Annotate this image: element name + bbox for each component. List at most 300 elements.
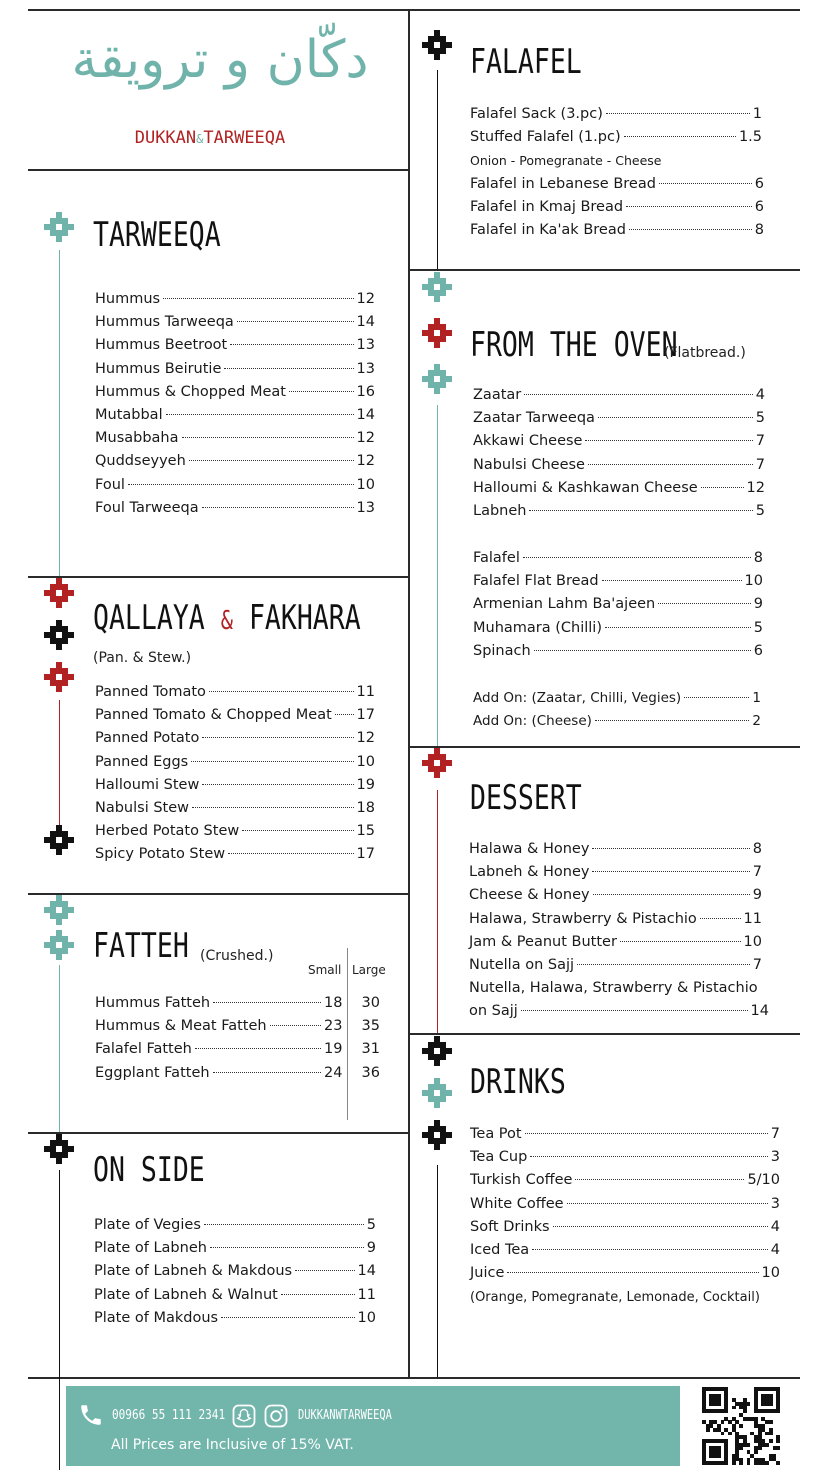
dotted-leader: [228, 853, 353, 854]
item-name: Spinach: [473, 642, 531, 659]
dotted-leader: [128, 484, 354, 485]
item-price: 6: [754, 176, 764, 192]
qallaya-title-left: QALLAYA: [93, 598, 205, 638]
item-price: 14: [357, 1263, 376, 1280]
menu-item: [95, 334, 375, 357]
bottom-border: [28, 1377, 800, 1379]
menu-item: [95, 474, 375, 497]
dotted-leader: [166, 414, 354, 415]
item-name: Hummus: [95, 291, 161, 307]
menu-item: [95, 1015, 380, 1038]
drinks-list: [470, 1123, 780, 1285]
item-name: Hummus & Meat Fatteh: [95, 1018, 267, 1035]
menu-item: [470, 219, 764, 242]
item-price: 9: [366, 1240, 376, 1257]
dotted-leader: [606, 113, 750, 114]
dotted-leader: [684, 697, 749, 698]
thread-dessert: [437, 790, 438, 1033]
dotted-leader: [242, 830, 353, 831]
menu-item: [95, 404, 375, 427]
thread-qallaya: [59, 700, 60, 830]
item-price-large: 30: [361, 995, 380, 1011]
item-name: Akkawi Cheese: [473, 433, 583, 450]
dotted-leader: [230, 344, 353, 345]
item-price: 7: [752, 864, 762, 881]
item-name: Add On: (Cheese): [473, 713, 592, 730]
item-price: 5/10: [747, 1172, 780, 1189]
thread-oven: [437, 405, 438, 746]
logo-english-right: TARWEEQA: [203, 128, 286, 148]
qallaya-title-right: FAKHARA: [248, 598, 361, 638]
item-price: 1: [752, 690, 761, 706]
dotted-leader: [593, 894, 750, 895]
footer-handle[interactable]: DUKKANWTARWEEQA: [298, 1408, 392, 1423]
dotted-leader: [335, 714, 354, 715]
menu-item: [95, 427, 375, 450]
item-price-large: 35: [361, 1018, 380, 1035]
dotted-leader: [700, 918, 741, 919]
dotted-leader: [189, 460, 354, 461]
item-price: 17: [356, 707, 375, 724]
item-price: 7: [755, 456, 765, 473]
dotted-leader: [213, 1002, 321, 1003]
item-name: Hummus Beetroot: [95, 337, 228, 354]
item-price: 1.5: [738, 129, 762, 146]
divider-fatteh: [28, 1132, 408, 1134]
item-name: Plate of Labneh: [94, 1240, 207, 1257]
dotted-leader: [532, 1249, 768, 1250]
dotted-leader: [602, 580, 742, 581]
item-name: Halloumi & Kashkawan Cheese: [473, 479, 698, 496]
dotted-leader: [524, 394, 753, 395]
item-price: 7: [755, 433, 765, 450]
dotted-leader: [529, 510, 752, 511]
item-name: Zaatar Tarweeqa: [473, 410, 595, 427]
item-name: Jam & Peanut Butter: [469, 933, 617, 950]
fatteh-title: FATTEH: [93, 926, 189, 966]
thread-drinks: [437, 1165, 438, 1377]
item-name: Labneh & Honey: [469, 864, 590, 881]
dotted-leader: [588, 464, 753, 465]
item-price: 10: [743, 933, 762, 950]
menu-item: [473, 430, 765, 453]
item-price-small: 18: [324, 995, 343, 1011]
item-price: 3: [770, 1195, 780, 1212]
item-price: 14: [356, 407, 375, 424]
item-price: 14: [356, 314, 375, 331]
oven-addons: [473, 687, 761, 733]
tarweeqa-list: [95, 288, 375, 520]
logo-arabic: دكّان و ترويقة: [71, 30, 369, 90]
item-name: Soft Drinks: [470, 1218, 550, 1235]
item-name: Plate of Labneh & Walnut: [94, 1286, 278, 1303]
menu-item: [94, 1307, 376, 1330]
tarweeqa-title: TARWEEQA: [93, 215, 221, 255]
dotted-leader: [191, 761, 353, 762]
menu-item: [473, 454, 765, 477]
dotted-leader: [270, 1025, 321, 1026]
item-name: Panned Tomato: [95, 684, 206, 700]
drinks-note: (Orange, Pomegranate, Lemonade, Cocktail): [470, 1290, 760, 1305]
item-name: Plate of Vegies: [94, 1217, 201, 1233]
item-name: Cheese & Honey: [469, 887, 590, 904]
divider-tarweeqa: [28, 576, 408, 578]
item-price: 6: [754, 199, 764, 216]
menu-item: [469, 884, 762, 907]
dotted-leader: [521, 1010, 748, 1011]
item-name: Falafel in Lebanese Bread: [470, 176, 656, 192]
dotted-leader: [224, 368, 353, 369]
dessert-long-item: [469, 977, 769, 1023]
item-price: 4: [770, 1242, 780, 1259]
item-price: 13: [356, 499, 375, 516]
menu-item: [95, 381, 375, 404]
oven-title: FROM THE OVEN: [470, 325, 678, 365]
item-price: 5: [753, 619, 763, 636]
logo-amp: &: [196, 132, 204, 146]
dotted-leader: [592, 848, 749, 849]
dessert-long-price: 14: [750, 1003, 769, 1020]
menu-item: [469, 954, 762, 977]
item-name: Nabulsi Cheese: [473, 456, 585, 473]
menu-item: [95, 288, 375, 311]
item-name: Foul: [95, 476, 125, 493]
dotted-leader: [163, 298, 353, 299]
menu-item: [469, 838, 762, 861]
dotted-leader: [523, 557, 751, 558]
dotted-leader: [289, 391, 354, 392]
item-price-small: 19: [324, 1041, 343, 1058]
item-name: Foul Tarweeqa: [95, 499, 199, 516]
item-price: 13: [356, 337, 375, 354]
item-name: Mutabbal: [95, 407, 163, 424]
item-price: 13: [356, 360, 375, 377]
dotted-leader: [553, 1226, 768, 1227]
item-price: 2: [752, 713, 761, 730]
dotted-leader: [507, 1272, 758, 1273]
menu-item: [470, 1262, 780, 1285]
oven-list-2: [473, 547, 763, 663]
thread-falafel: [437, 70, 438, 269]
thread-fatteh: [59, 965, 60, 1132]
item-name: Iced Tea: [470, 1242, 530, 1259]
item-price: 1: [752, 106, 762, 122]
item-price: 12: [746, 479, 765, 496]
phone-icon[interactable]: [78, 1402, 104, 1428]
item-name: Eggplant Fatteh: [95, 1064, 210, 1081]
menu-item: [470, 1123, 780, 1146]
dotted-leader: [567, 1203, 768, 1204]
menu-item: [473, 617, 763, 640]
item-name: Hummus Tarweeqa: [95, 314, 234, 331]
menu-item: [94, 1214, 376, 1237]
divider-oven: [410, 746, 800, 748]
item-name: Herbed Potato Stew: [95, 823, 240, 840]
qallaya-amp: &: [220, 606, 233, 636]
item-price: 8: [752, 841, 762, 857]
drinks-title: DRINKS: [470, 1062, 566, 1102]
item-price: 10: [356, 476, 375, 493]
item-name: Nutella on Sajj: [469, 957, 575, 974]
dotted-leader: [577, 964, 750, 965]
qallaya-title: [93, 598, 361, 638]
menu-item: [94, 1237, 376, 1260]
item-price: 11: [356, 684, 375, 700]
menu-item: [95, 797, 375, 820]
menu-item: [470, 196, 764, 219]
divider-dessert: [410, 1033, 800, 1035]
menu-item: [473, 547, 763, 570]
dotted-leader: [629, 229, 752, 230]
footer-bar: [66, 1386, 680, 1466]
menu-item: [95, 843, 375, 866]
item-price: 4: [755, 387, 765, 403]
item-price: 6: [753, 642, 763, 659]
item-name: Panned Potato: [95, 730, 200, 747]
menu-item: [95, 820, 375, 843]
dotted-leader: [598, 417, 753, 418]
item-name: White Coffee: [470, 1195, 564, 1212]
dotted-leader: [605, 627, 751, 628]
item-price: 11: [357, 1286, 376, 1303]
menu-item: [95, 681, 375, 704]
menu-item: [470, 173, 764, 196]
menu-item: [469, 908, 762, 931]
dessert-long-line1: Nutella, Halawa, Strawberry & Pistachio: [469, 980, 758, 996]
item-name: Turkish Coffee: [470, 1172, 573, 1189]
oven-subtitle: (Flatbread.): [664, 345, 746, 361]
menu-item: [95, 358, 375, 381]
item-price: 7: [752, 957, 762, 974]
item-name: Halloumi Stew: [95, 776, 200, 793]
oven-list: [473, 384, 765, 523]
item-price: 9: [752, 887, 762, 904]
dessert-long-name: on Sajj: [469, 1003, 518, 1020]
dessert-title: DESSERT: [470, 778, 582, 818]
dotted-leader: [221, 1317, 354, 1318]
dotted-leader: [534, 650, 751, 651]
dotted-leader: [210, 1247, 364, 1248]
dotted-leader: [204, 1224, 364, 1225]
menu-item: [470, 1169, 780, 1192]
qallaya-subtitle: (Pan. & Stew.): [93, 650, 192, 666]
item-name: Zaatar: [473, 387, 522, 403]
menu-item: [95, 992, 380, 1015]
menu-item: [95, 751, 375, 774]
falafel-list: [470, 103, 762, 149]
thread-tarweeqa: [59, 250, 60, 576]
dotted-leader: [182, 437, 354, 438]
falafel-note: Onion - Pomegranate - Cheese: [470, 153, 662, 168]
divider-falafel: [410, 269, 800, 271]
falafel-title: FALAFEL: [470, 42, 582, 82]
dotted-leader: [237, 321, 354, 322]
footer-vat: All Prices are Inclusive of 15% VAT.: [111, 1437, 354, 1453]
dotted-leader: [626, 206, 752, 207]
qr-code[interactable]: [702, 1387, 780, 1465]
item-price-small: 23: [324, 1018, 343, 1035]
dotted-leader: [202, 507, 354, 508]
thread-onside: [59, 1170, 60, 1470]
item-price: 10: [356, 753, 375, 770]
item-name: Add On: (Zaatar, Chilli, Vegies): [473, 690, 682, 706]
divider-qallaya: [28, 893, 408, 895]
item-price: 11: [743, 910, 762, 927]
item-price: 10: [761, 1265, 780, 1282]
item-name: Tea Pot: [470, 1126, 522, 1142]
dotted-leader: [195, 1048, 321, 1049]
menu-item: [470, 1216, 780, 1239]
item-price: 16: [356, 383, 375, 400]
item-name: Stuffed Falafel (1.pc): [470, 129, 621, 146]
dotted-leader: [209, 691, 354, 692]
dotted-leader: [192, 807, 354, 808]
menu-item: [95, 311, 375, 334]
menu-item: [473, 477, 765, 500]
item-name: Armenian Lahm Ba'ajeen: [473, 596, 656, 613]
menu-item: [95, 704, 375, 727]
menu-item: [470, 1239, 780, 1262]
dotted-leader: [530, 1156, 767, 1157]
dotted-leader: [701, 487, 744, 488]
menu-item: [473, 570, 763, 593]
menu-item: [473, 640, 763, 663]
item-name: Quddseyyeh: [95, 453, 186, 470]
dotted-leader: [620, 941, 741, 942]
menu-item: [473, 710, 761, 733]
item-price: 12: [356, 291, 375, 307]
dotted-leader: [213, 1072, 321, 1073]
dotted-leader: [281, 1294, 355, 1295]
dotted-leader: [658, 603, 751, 604]
item-name: Juice: [470, 1265, 505, 1282]
fatteh-subtitle: (Crushed.): [200, 948, 274, 964]
item-price: 5: [755, 410, 765, 427]
item-price-large: 36: [361, 1064, 380, 1081]
dotted-leader: [595, 720, 749, 721]
dotted-leader: [659, 183, 752, 184]
dotted-leader: [585, 440, 752, 441]
item-name: Panned Eggs: [95, 753, 189, 770]
item-price: 4: [770, 1218, 780, 1235]
footer-phone[interactable]: 00966 55 111 2341: [112, 1408, 226, 1423]
menu-item: [469, 931, 762, 954]
item-name: Tea Cup: [470, 1149, 528, 1166]
menu-item: [473, 593, 763, 616]
item-name: Halawa, Strawberry & Pistachio: [469, 910, 697, 927]
menu-item: [470, 1146, 780, 1169]
top-border: [28, 9, 800, 11]
item-name: Plate of Makdous: [94, 1309, 219, 1326]
dotted-leader: [295, 1270, 354, 1271]
menu-item: [470, 126, 762, 149]
menu-item: [94, 1260, 376, 1283]
dotted-leader: [202, 737, 353, 738]
menu-item: [470, 103, 762, 126]
item-name: Nabulsi Stew: [95, 800, 190, 817]
item-name: Falafel Fatteh: [95, 1041, 192, 1058]
divider-logo: [28, 169, 408, 171]
item-name: Hummus & Chopped Meat: [95, 383, 286, 400]
item-name: Falafel in Ka'ak Bread: [470, 222, 626, 239]
logo-english-left: DUKKAN: [134, 128, 197, 148]
item-name: Hummus Fatteh: [95, 995, 211, 1011]
item-name: Labneh: [473, 503, 527, 520]
qallaya-list: [95, 681, 375, 867]
item-name: Plate of Labneh & Makdous: [94, 1263, 293, 1280]
falafel-list-2: [470, 173, 764, 243]
item-price: 19: [356, 776, 375, 793]
item-name: Spicy Potato Stew: [95, 846, 226, 863]
item-price-small: 24: [324, 1064, 343, 1081]
menu-item: [469, 861, 762, 884]
dotted-leader: [202, 784, 353, 785]
menu-item: [95, 774, 375, 797]
onside-list: [94, 1214, 376, 1330]
item-name: Musabbaha: [95, 430, 179, 447]
item-price: 7: [770, 1126, 780, 1142]
menu-item: [95, 497, 375, 520]
item-price: 18: [356, 800, 375, 817]
snapchat-icon[interactable]: [232, 1404, 256, 1428]
menu-item: [473, 384, 765, 407]
item-price: 3: [770, 1149, 780, 1166]
item-price: 12: [356, 730, 375, 747]
fatteh-col-small: Small: [308, 963, 342, 977]
item-price: 15: [356, 823, 375, 840]
item-price: 10: [357, 1309, 376, 1326]
dotted-leader: [624, 136, 736, 137]
item-name: Falafel Flat Bread: [473, 573, 599, 590]
dotted-leader: [575, 1179, 744, 1180]
item-name: Falafel: [473, 550, 520, 566]
dessert-long-line2: [469, 1000, 769, 1023]
onside-title: ON SIDE: [93, 1150, 205, 1190]
item-price: 10: [744, 573, 763, 590]
logo-english: [80, 128, 340, 148]
menu-item: [470, 1193, 780, 1216]
fatteh-list: [95, 992, 380, 1085]
item-price: 5: [366, 1217, 376, 1233]
item-price: 12: [356, 453, 375, 470]
dotted-leader: [525, 1133, 768, 1134]
menu-item: [473, 500, 765, 523]
fatteh-col-large: Large: [352, 963, 386, 977]
menu-item: [95, 1062, 380, 1085]
dotted-leader: [592, 871, 749, 872]
item-name: Muhamara (Chilli): [473, 619, 602, 636]
item-price-large: 31: [361, 1041, 380, 1058]
item-name: Falafel Sack (3.pc): [470, 106, 603, 122]
dessert-list: [469, 838, 762, 977]
item-price: 17: [356, 846, 375, 863]
menu-item: [94, 1284, 376, 1307]
item-name: Halawa & Honey: [469, 841, 590, 857]
menu-item: [473, 687, 761, 710]
menu-item: [95, 1038, 380, 1061]
menu-item: [95, 450, 375, 473]
item-name: Panned Tomato & Chopped Meat: [95, 707, 332, 724]
item-name: Falafel in Kmaj Bread: [470, 199, 624, 216]
item-name: Hummus Beirutie: [95, 360, 222, 377]
item-price: 5: [755, 503, 765, 520]
center-divider: [408, 9, 410, 1379]
menu-item: [473, 407, 765, 430]
menu-item: [95, 727, 375, 750]
instagram-icon[interactable]: [264, 1404, 288, 1428]
item-price: 9: [753, 596, 763, 613]
item-price: 12: [356, 430, 375, 447]
